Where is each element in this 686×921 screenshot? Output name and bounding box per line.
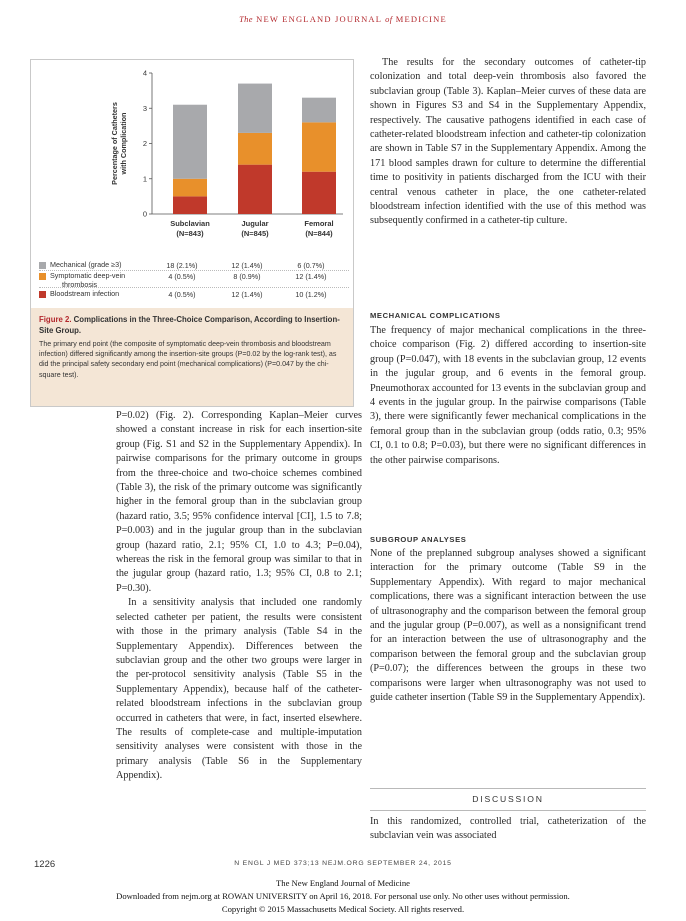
paragraph: P=0.02) (Fig. 2). Corresponding Kaplan–Meier curves showed a constant increase in risk for each insertion-site group (Fig. S1 and S2 in the Supplementary Appendix). In pairwise comparisons for the primary outcome in groups from the three-choice and two-choice schemes combined (Table 3), the risk of the primary outcome was significantly higher in the femoral group than in the subclavian group (hazard ratio, 3.5; 95% confidence interval [CI], 1.5 to 7.8; P=0.003) and in the jugular group than in the subclavian group (hazard ratio, 2.1; 95% CI, 1.0 to 4.3; P=0.04), whereas the risk in the femoral group was similar to that in the jugular group (hazard ratio, 1.3; 95% CI, 0.8 to 2.1; P=0.30). <box>116 410 362 594</box>
x-category-label: Subclavian <box>170 219 210 228</box>
figure-number: Figure 2. <box>39 315 72 324</box>
discussion-rule-bottom <box>370 810 646 811</box>
section-heading-mechanical: MECHANICAL COMPLICATIONS <box>370 311 501 320</box>
journal-suffix: MEDICINE <box>395 14 447 24</box>
journal-prefix: The <box>239 14 253 24</box>
section-heading-discussion: DISCUSSION <box>472 794 544 804</box>
legend-value: 4 (0.5%) <box>168 272 196 281</box>
bar-segment <box>173 196 207 214</box>
paragraph: In this randomized, controlled trial, catheterization of the subclavian vein was associated <box>370 816 646 842</box>
journal-of: of <box>385 14 393 24</box>
legend-swatch <box>39 262 46 269</box>
right-column <box>370 56 646 229</box>
right-column-discussion <box>370 815 646 844</box>
y-tick-label: 2 <box>142 139 147 148</box>
bar-segment <box>238 84 272 133</box>
caption-text: The primary end point (the composite of symptomatic deep-vein thrombosis and bloodstream infection) differed significantly among the insertion-site groups (P=0.02 by the log-rank test), as did the principal safety secondary end point (mechanical complications) (P=0.047 by the chi-square test). <box>39 340 337 379</box>
legend-row <box>39 271 349 289</box>
discussion-rule-top <box>370 788 646 789</box>
figure-caption <box>31 308 353 406</box>
bar-segment <box>302 172 336 214</box>
x-category-sublabel: (N=844) <box>305 229 333 238</box>
paragraph: In a sensitivity analysis that included one randomly selected catheter per patient, the results were consistent with those in the primary analysis (Table S4 in the Supplementary Appendix). Differences between the subclavian group and the other two groups were larger in the per-protocol sensitivity analysis (Table S5 in the Supplementary Appendix), because half of the catheter-related bloodstream infections in the subclavian group occurred in catheters that were, in fact, inserted elsewhere. The results of complete-case and multiple-imputation sensitivity analyses were consistent with those in the primary analysis (Table S6 in the Supplementary Appendix). <box>116 597 362 782</box>
y-tick-label: 1 <box>142 174 147 184</box>
legend-label: Symptomatic deep-vein thrombosis <box>50 271 126 289</box>
legend-value: 18 (2.1%) <box>166 261 198 270</box>
x-category-sublabel: (N=845) <box>241 229 269 238</box>
figure-title: Complications in the Three-Choice Comparison, According to Insertion-Site Group. <box>39 315 340 335</box>
left-column <box>116 409 362 784</box>
y-axis-label: Percentage of Catheters <box>110 102 119 185</box>
figure-2 <box>30 59 354 407</box>
y-tick-label: 4 <box>142 68 147 78</box>
legend-label: Bloodstream infection <box>50 289 120 298</box>
paragraph: The results for the secondary outcomes of catheter-tip colonization and total deep-vein thrombosis also favored the subclavian group (Table 3). Kaplan–Meier curves of these data are shown in Figures S3 and S4 in the Supplementary Appendix, respectively. The causative pathogens identified in each case of catheter-related bloodstream infection and catheter-tip colonization are shown in Table S7 in the Supplementary Appendix. Among the 171 blood samples drawn for culture to determine the differential time to positivity in patients discharged from the ICU with their central venous catheter in place, the one catheter-related bloodstream infection identified with the use of this method was subsequently confirmed in a catheter-tip culture. <box>370 57 646 227</box>
paragraph: None of the preplanned subgroup analyses showed a significant interaction for the primary outcome (Table S9 in the Supplementary Appendix). With regard to major mechanical complications, there was a significant interaction between the use of ultrasonography and the comparison between the femoral group and the jugular group (P=0.007), as well as a nonsignificant trend for an interaction between the use of ultrasonography and the comparison between the femoral group and the subclavian group (P=0.07); the differences between the groups in these two comparisons were larger when ultrasonography was not used to guide catheter insertion (Table S9 in the Supplementary Appendix). <box>370 548 646 704</box>
bar-segment <box>238 133 272 165</box>
section-heading-subgroup: SUBGROUP ANALYSES <box>370 535 467 544</box>
caption-title <box>39 315 347 336</box>
y-axis-label: with Complication <box>119 112 128 175</box>
legend-label: Mechanical (grade ≥3) <box>50 260 122 269</box>
legend-swatch <box>39 273 46 280</box>
bar-segment <box>173 179 207 197</box>
paragraph: The frequency of major mechanical complications in the three-choice comparison (Fig. 2) differed according to insertion-site group (P=0.047), with 18 events in the subclavian group, 12 events in the jugular group, and 6 events in the femoral group. Pneumothorax accounted for 13 events in the subclavian group and 4 events in the jugular group. In the pairwise comparisons (Table 3), there were significantly fewer mechanical complications in the femoral group than in the subclavian group (odds ratio, 0.3; 95% CI, 0.1 to 0.8; P=0.03), but there were no significant differences in the other pairwise comparisons. <box>370 325 646 466</box>
x-category-label: Jugular <box>241 219 269 228</box>
legend-value: 12 (1.4%) <box>295 272 327 281</box>
download-notice: Downloaded from nejm.org at ROWAN UNIVERSITY on April 16, 2018. For personal use only. No other uses without permission. <box>116 891 570 901</box>
legend-value: 10 (1.2%) <box>295 290 327 299</box>
x-category-sublabel: (N=843) <box>176 229 204 238</box>
stacked-bar-chart <box>31 60 353 260</box>
right-column-subgroup <box>370 547 646 705</box>
download-journal: The New England Journal of Medicine <box>276 878 410 888</box>
y-tick-label: 3 <box>142 103 147 113</box>
legend-value: 12 (1.4%) <box>231 290 263 299</box>
x-category-label: Femoral <box>304 219 334 228</box>
legend-divider <box>39 270 349 271</box>
page-number: 1226 <box>34 859 56 870</box>
copyright-notice: Copyright © 2015 Massachusetts Medical Society. All rights reserved. <box>221 904 465 914</box>
bar-segment <box>173 105 207 179</box>
journal-header <box>0 14 686 24</box>
y-tick-label: 0 <box>142 209 147 219</box>
legend-value: 4 (0.5%) <box>168 290 196 299</box>
bar-segment <box>302 122 336 171</box>
legend-value: 8 (0.9%) <box>233 272 261 281</box>
journal-citation: N ENGL J MED 373;13 NEJM.ORG SEPTEMBER 24, 2015 <box>234 860 452 867</box>
legend-row <box>39 290 349 303</box>
legend-value: 12 (1.4%) <box>231 261 263 270</box>
bar-segment <box>238 165 272 214</box>
legend-divider <box>39 287 349 288</box>
journal-name: NEW ENGLAND JOURNAL <box>256 14 382 24</box>
legend-value: 6 (0.7%) <box>297 261 325 270</box>
legend-swatch <box>39 291 46 298</box>
bar-segment <box>302 98 336 123</box>
right-column-mechanical <box>370 324 646 468</box>
